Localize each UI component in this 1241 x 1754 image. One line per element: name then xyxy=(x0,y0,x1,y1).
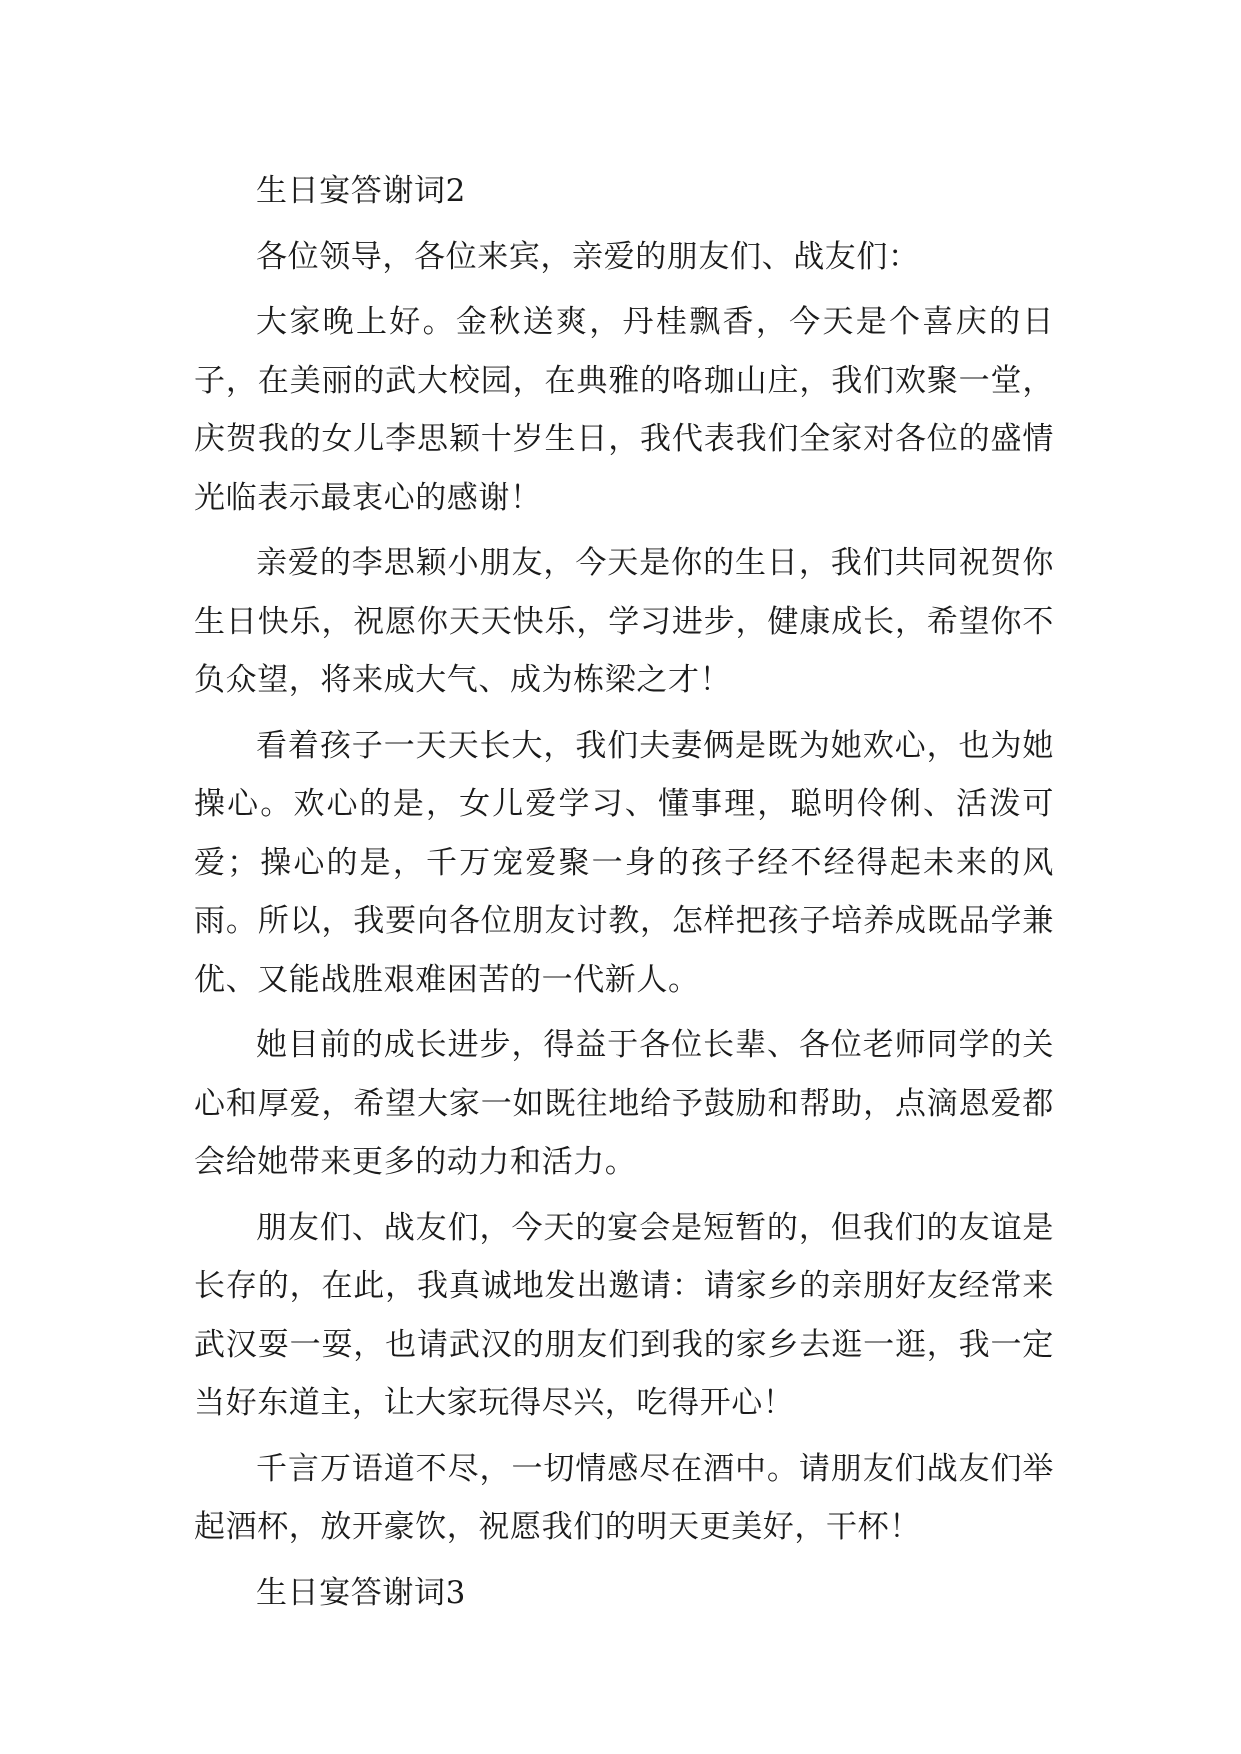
paragraph: 朋友们、战友们，今天的宴会是短暂的，但我们的友谊是长存的，在此，我真诚地发出邀请：请家乡的亲朋好友经常来武汉耍一耍，也请武汉的朋友们到我的家乡去逛一逛，我一定当好东道主，让大家玩得尽兴，吃得开心！ xyxy=(194,1209,1054,1421)
paragraph: 她目前的成长进步，得益于各位长辈、各位老师同学的关心和厚爱，希望大家一如既往地给予鼓励和帮助，点滴恩爱都会给她带来更多的动力和活力。 xyxy=(194,1027,1054,1180)
paragraph: 亲爱的李思颖小朋友，今天是你的生日，我们共同祝贺你生日快乐，祝愿你天天快乐，学习进步，健康成长，希望你不负众望，将来成大气、成为栋梁之才！ xyxy=(194,545,1054,698)
section-heading: 生日宴答谢词3 xyxy=(256,1574,466,1611)
paragraph: 大家晚上好。金秋送爽，丹桂飘香，今天是个喜庆的日子，在美丽的武大校园，在典雅的咯珈山庄，我们欢聚一堂，庆贺我的女儿李思颖十岁生日，我代表我们全家对各位的盛情光临表示最衷心的感谢！ xyxy=(194,304,1054,516)
paragraph: 看着孩子一天天长大，我们夫妻俩是既为她欢心，也为她操心。欢心的是，女儿爱学习、懂事理，聪明伶俐、活泼可爱；操心的是，千万宠爱聚一身的孩子经不经得起未来的风雨。所以，我要向各位朋友讨教，怎样把孩子培养成既品学兼优、又能战胜艰难困苦的一代新人。 xyxy=(194,727,1054,998)
document-body xyxy=(194,162,1054,1629)
salutation: 各位领导，各位来宾，亲爱的朋友们、战友们： xyxy=(256,238,920,275)
section-heading: 生日宴答谢词2 xyxy=(256,173,466,209)
paragraph: 千言万语道不尽，一切情感尽在酒中。请朋友们战友们举起酒杯，放开豪饮，祝愿我们的明天更美好，干杯！ xyxy=(194,1450,1054,1545)
